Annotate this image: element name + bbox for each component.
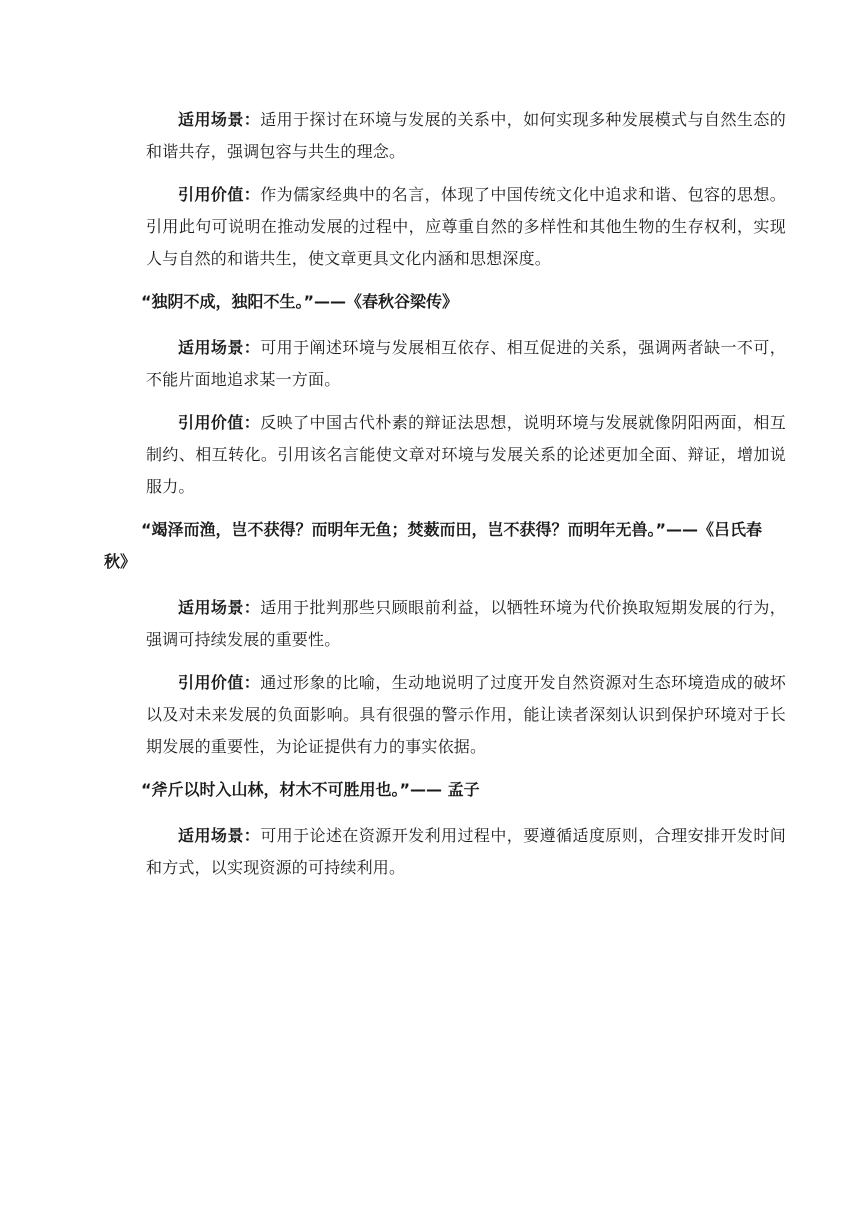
scene-label: 适用场景： bbox=[178, 338, 261, 357]
scene-paragraph bbox=[146, 104, 786, 168]
quote-heading: “独阴不成，独阳不生。”——《春秋谷梁传》 bbox=[141, 292, 459, 311]
value-label: 引用价值： bbox=[178, 413, 261, 432]
scene-paragraph bbox=[146, 592, 786, 656]
value-text: 通过形象的比喻，生动地说明了过度开发自然资源对生态环境造成的破坏以及对未来发展的负面影响。具有很强的警示作用，能让读者深刻认识到保护环境对于长期发展的重要性，为论证提供有力的事实依据。 bbox=[146, 673, 786, 756]
value-paragraph bbox=[146, 667, 786, 763]
scene-label: 适用场景： bbox=[178, 110, 261, 129]
value-text: 反映了中国古代朴素的辩证法思想，说明环境与发展就像阴阳两面，相互制约、相互转化。引用该名言能使文章对环境与发展关系的论述更加全面、辩证，增加说服力。 bbox=[146, 413, 786, 496]
scene-label: 适用场景： bbox=[178, 826, 261, 845]
document-body bbox=[104, 104, 786, 895]
scene-text: 适用于批判那些只顾眼前利益，以牺牲环境为代价换取短期发展的行为，强调可持续发展的重要性。 bbox=[146, 598, 786, 649]
quote-heading: “竭泽而渔，岂不获得？而明年无鱼；焚薮而田，岂不获得？而明年无兽。”——《吕氏春秋》 bbox=[104, 520, 763, 571]
scene-label: 适用场景： bbox=[178, 598, 261, 617]
scene-paragraph bbox=[146, 332, 786, 396]
value-label: 引用价值： bbox=[178, 673, 261, 692]
value-paragraph bbox=[146, 407, 786, 503]
scene-text: 适用于探讨在环境与发展的关系中，如何实现多种发展模式与自然生态的和谐共存，强调包容与共生的理念。 bbox=[146, 110, 786, 161]
scene-paragraph bbox=[146, 820, 786, 884]
scene-text: 可用于阐述环境与发展相互依存、相互促进的关系，强调两者缺一不可，不能片面地追求某一方面。 bbox=[146, 338, 786, 389]
value-paragraph bbox=[146, 179, 786, 275]
quote-heading: “斧斤以时入山林，材木不可胜用也。”—— 孟子 bbox=[141, 780, 480, 799]
value-label: 引用价值： bbox=[178, 185, 261, 204]
value-text: 作为儒家经典中的名言，体现了中国传统文化中追求和谐、包容的思想。引用此句可说明在推动发展的过程中，应尊重自然的多样性和其他生物的生存权利，实现人与自然的和谐共生，使文章更具文化内涵和思想深度。 bbox=[146, 185, 786, 268]
scene-text: 可用于论述在资源开发利用过程中，要遵循适度原则，合理安排开发时间和方式，以实现资源的可持续利用。 bbox=[146, 826, 786, 877]
